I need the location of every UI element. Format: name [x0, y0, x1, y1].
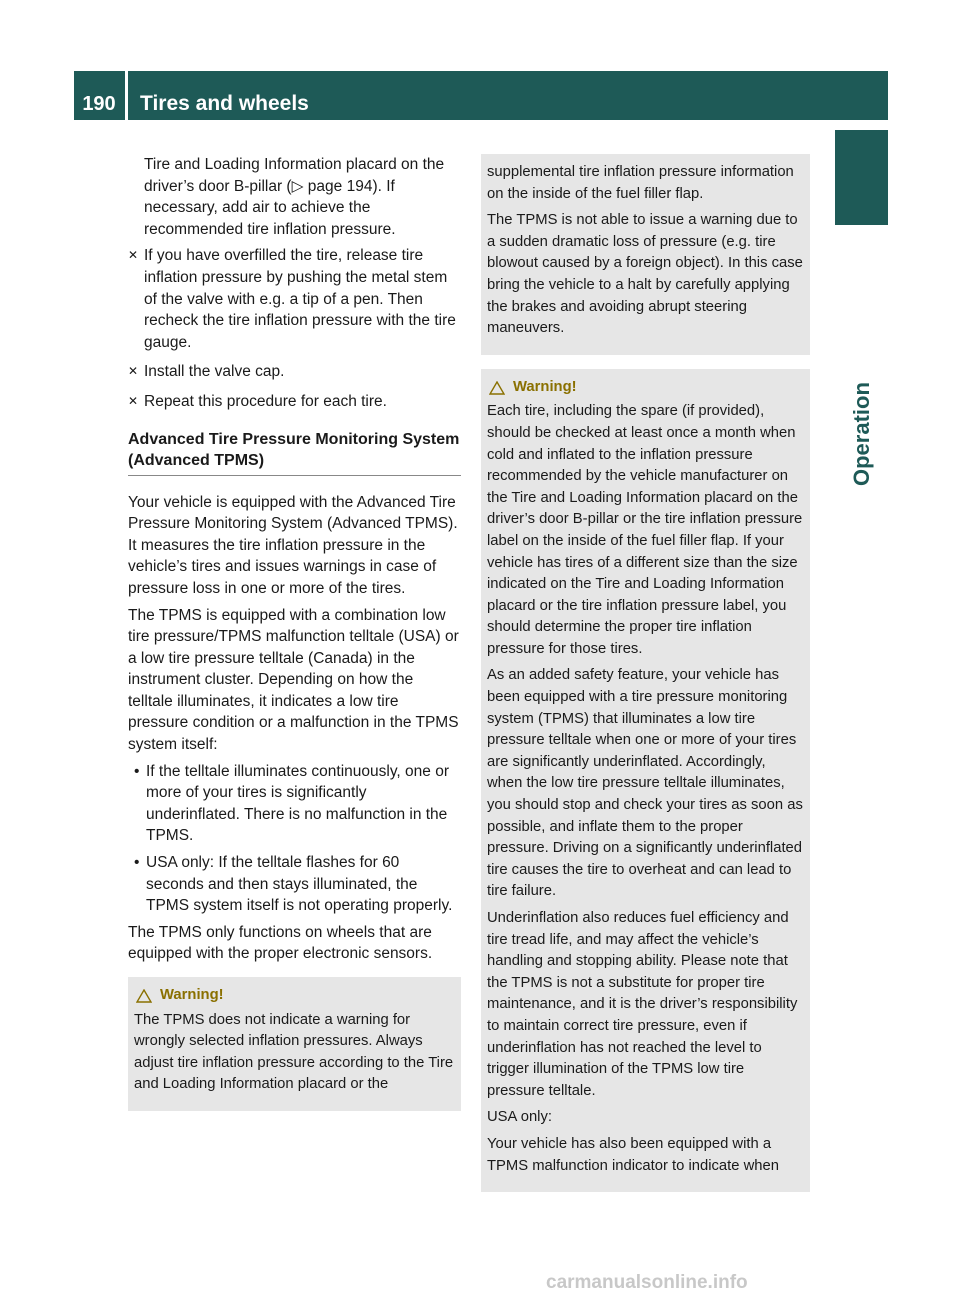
side-tab-block [835, 130, 888, 225]
step-text: If you have overfilled the tire, release tire inflation pressure by pushing the metal stem of the valve with e.g. a tip of a pen. Then recheck the tire inflation pressure with the tire gauge. [144, 247, 456, 351]
right-column [481, 154, 810, 1192]
section-title: Tires and wheels [140, 92, 309, 115]
step-text: Install the valve cap. [144, 363, 285, 381]
paragraph: Each tire, including the spare (if provided), should be checked at least once a month when cold and inflated to the inflation pressure recommended by the vehicle manufacturer on the Tire and Loading Information placard on the driver’s door B-pillar or the tire inflation pressure label on the inside of the fuel filler flap. If your vehicle has tires of a different size than the size indicated on the Tire and Loading Information placard or the tire inflation pressure label, you should determine the proper tire inflation pressure for those tires. [487, 403, 803, 657]
info-box [481, 154, 810, 355]
step-item [128, 391, 461, 413]
bullet-icon: • [134, 762, 140, 780]
warning-title [134, 985, 455, 1007]
paragraph: Your vehicle is equipped with the Advanced Tire Pressure Monitoring System (Advanced TPMS). It measures the tire inflation pressure in the vehicle’s tires and issues warnings in case of pressure loss in one or more of the tires. [128, 493, 458, 597]
warning-text: The TPMS does not indicate a warning for wrongly selected inflation pressures. Always adjust tire inflation pressure according to the Tire and Loading Information placard or the [134, 1011, 454, 1093]
intro-paragraph: Tire and Loading Information placard on the driver’s door B-pillar (▷ page 194). If necessary, add air to achieve the recommended tire inflation pressure. [144, 156, 445, 238]
bullet-item [128, 852, 461, 917]
paragraph: The TPMS is not able to issue a warning due to a sudden dramatic loss of pressure (e.g. tire blowout caused by a foreign object). In this case bring the vehicle to a halt by carefully applying the brakes and avoiding abrupt steering maneuvers. [487, 212, 803, 337]
bullet-text: USA only: If the telltale flashes for 60 seconds and then stays illuminated, the TPMS system itself is not operating properly. [146, 854, 453, 915]
arrow-icon: ✕ [128, 248, 139, 263]
arrow-icon: ✕ [128, 364, 139, 379]
warning-box [128, 977, 461, 1111]
warning-title-text: Warning! [160, 987, 224, 1003]
bullet-icon: • [134, 854, 140, 872]
warning-triangle-icon [136, 989, 152, 1003]
warning-box [481, 369, 810, 1192]
step-item [128, 361, 461, 383]
paragraph: Underinflation also reduces fuel efficiency and tire tread life, and may affect the vehicle’s handling and stopping ability. Please note that the TPMS is not a substitute for proper tire maintenance, and it is the driver’s responsibility to maintain correct tire pressure, even if underinflation has not reached the level to trigger illumination of the TPMS low tire pressure telltale. [487, 910, 798, 1099]
bullet-text: If the telltale illuminates continuously, one or more of your tires is significantly underinflated. There is no malfunction in the TPMS. [146, 762, 449, 845]
step-text: Repeat this procedure for each tire. [144, 392, 387, 410]
arrow-icon: ✕ [128, 393, 139, 408]
paragraph: The TPMS is equipped with a combination low tire pressure/TPMS malfunction telltale (USA) or a low tire pressure telltale (Canada) in the instrument cluster. Depending on how the telltale illuminates, it indicates a low tire pressure condition or a malfunction in the TPMS system itself: [128, 606, 459, 754]
warning-title-text: Warning! [513, 378, 577, 395]
side-tab-label: Operation [849, 382, 874, 486]
paragraph: The TPMS only functions on wheels that are equipped with the proper electronic sensors. [128, 923, 433, 963]
bullet-item [128, 761, 461, 847]
warning-triangle-icon [489, 381, 505, 395]
paragraph: supplemental tire inflation pressure information on the inside of the fuel filler flap. [487, 164, 794, 202]
step-item [128, 245, 461, 353]
header-divider [125, 71, 128, 120]
section-heading: Advanced Tire Pressure Monitoring System (Advanced TPMS) [128, 429, 461, 476]
page-number: 190 [82, 93, 116, 115]
side-tab [836, 236, 888, 496]
warning-title [487, 377, 804, 399]
paragraph: USA only: [487, 1109, 552, 1126]
paragraph: As an added safety feature, your vehicle has been equipped with a tire pressure monitoring system (TPMS) that illuminates a low tire pressure telltale when one or more of your tires are significantly underinflated. Accordingly, when the low tire pressure telltale illuminates, you should stop and check your tires as soon as possible, and inflate them to the proper pressure. Driving on a significantly underinflated tire causes the tire to overheat and can lead to tire failure. [487, 667, 803, 900]
left-column [128, 154, 461, 1111]
watermark: carmanualsonline.info [546, 1272, 748, 1293]
paragraph: Your vehicle has also been equipped with a TPMS malfunction indicator to indicate when [487, 1135, 779, 1174]
